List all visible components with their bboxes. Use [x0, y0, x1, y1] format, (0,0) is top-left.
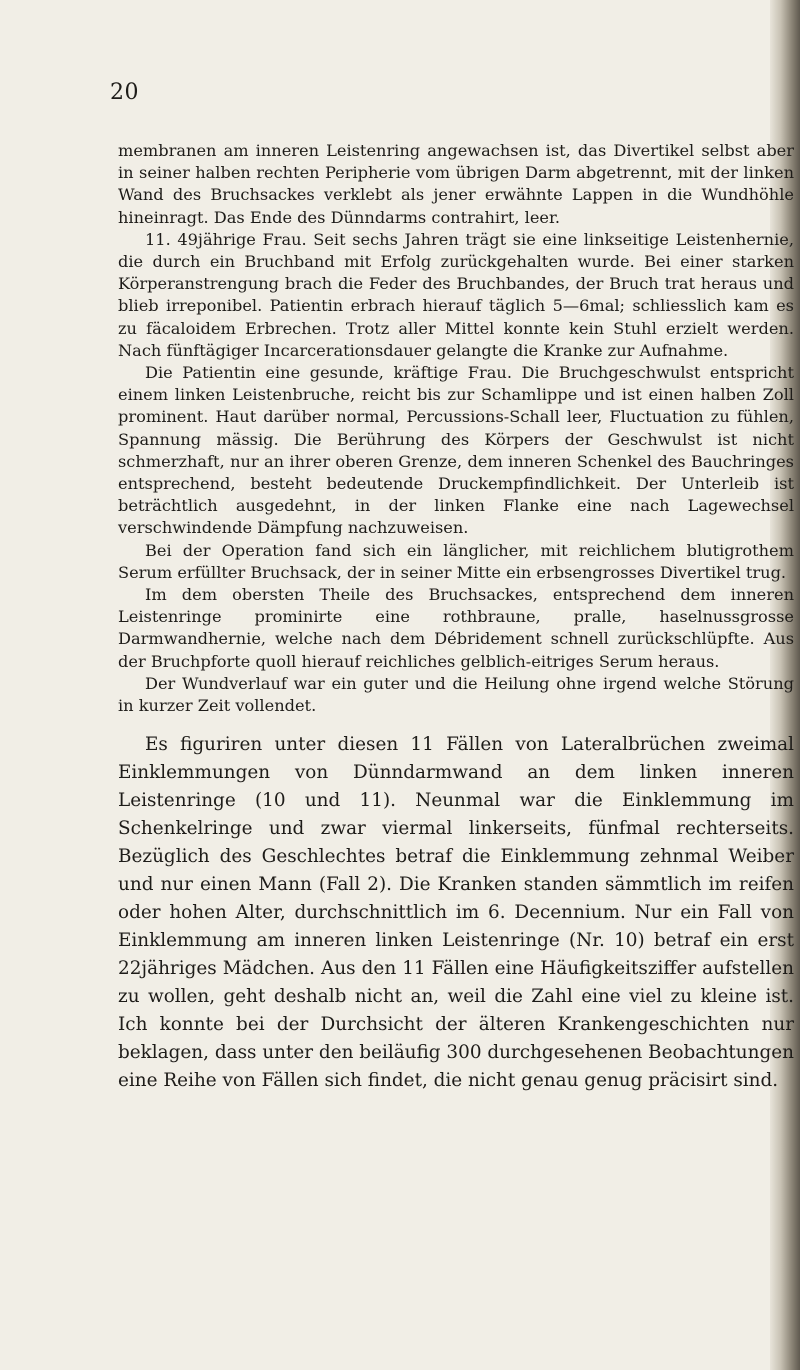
- summary-section: [118, 731, 794, 1095]
- paragraph-continuation: membranen am inneren Leistenring angewachsen ist, das Divertikel selbst aber in seiner halben rechten Peripherie vom übrigen Darm abgetrennt, mit der linken Wand des Bruchsackes verklebt als jener erwähnte Lappen in die Wundhöhle hineinragt. Das Ende des Dünndarms contrahirt, leer.: [118, 141, 794, 227]
- page-number: 20: [110, 80, 139, 105]
- page-body: [118, 140, 794, 1095]
- paragraph-operation: Bei der Operation fand sich ein länglicher, mit reichlichem blutigrothem Serum erfüllter Bruchsack, der in seiner Mitte ein erbsengrosses Divertikel trug.: [118, 540, 794, 582]
- paragraph-hernia: Im dem obersten Theile des Bruchsackes, entsprechend dem inneren Leistenringe prominirte eine rothbraune, pralle, haselnussgrosse Darmwandhernie, welche nach dem Débridement schnell zurückschlüpfte. Aus der Bruchpforte quoll hierauf reichliches gelblich-eitriges Serum heraus.: [118, 585, 794, 671]
- paragraph-outcome: Der Wundverlauf war ein guter und die Heilung ohne irgend welche Störung in kurzer Zeit vollendet.: [118, 673, 794, 716]
- case-report-section: [118, 140, 794, 717]
- paragraph-findings: Die Patientin eine gesunde, kräftige Frau. Die Bruchgeschwulst entspricht einem linken Leistenbruche, reicht bis zur Schamlippe und ist einen halben Zoll prominent. Haut darüber normal, Percussions-Schall leer, Fluctuation zu fühlen, Spannung mässig. Die Berührung des Körpers der Geschwulst ist nicht schmerzhaft, nur an ihrer oberen Grenze, dem inneren Schenkel des Bauchringes entsprechend, besteht bedeutende Druckempfindlichkeit. Der Unterleib ist beträchtlich ausgedehnt, in der linken Flanke eine nach Lagewechsel verschwindende Dämpfung nachzuweisen.: [118, 363, 794, 538]
- paragraph-summary: Es figuriren unter diesen 11 Fällen von Lateralbrüchen zweimal Einklemmungen von Dünndarmwand an dem linken inneren Leistenringe (10 und 11). Neunmal war die Einklemmung im Schenkelringe und zwar viermal linkerseits, fünfmal rechterseits. Bezüglich des Geschlechtes betraf die Einklemmung zehnmal Weiber und nur einen Mann (Fall 2). Die Kranken standen sämmtlich im reifen oder hohen Alter, durchschnittlich im 6. Decennium. Nur ein Fall von Einklemmung am inneren linken Leistenringe (Nr. 10) betraf ein erst 22jähriges Mädchen. Aus den 11 Fällen eine Häufigkeitsziffer aufstellen zu wollen, geht deshalb nicht an, weil die Zahl eine viel zu kleine ist. Ich konnte bei der Durchsicht der älteren Krankengeschichten nur beklagen, dass unter den beiläufig 300 durchgesehenen Beobachtungen eine Reihe von Fällen sich findet, die nicht genau genug präcisirt sind.: [118, 734, 794, 1092]
- paragraph-case-11: 11. 49jährige Frau. Seit sechs Jahren trägt sie eine linkseitige Leistenhernie, die durch ein Bruchband mit Erfolg zurückgehalten wurde. Bei einer starken Körperanstrengung brach die Feder des Bruchbandes, der Bruch trat heraus und blieb irreponibel. Patientin erbrach hierauf täglich 5—6mal; schliesslich kam es zu fäcaloidem Erbrechen. Trotz aller Mittel konnte kein Stuhl erzielt werden. Nach fünftägiger Incarcerationsdauer gelangte die Kranke zur Aufnahme.: [118, 229, 794, 360]
